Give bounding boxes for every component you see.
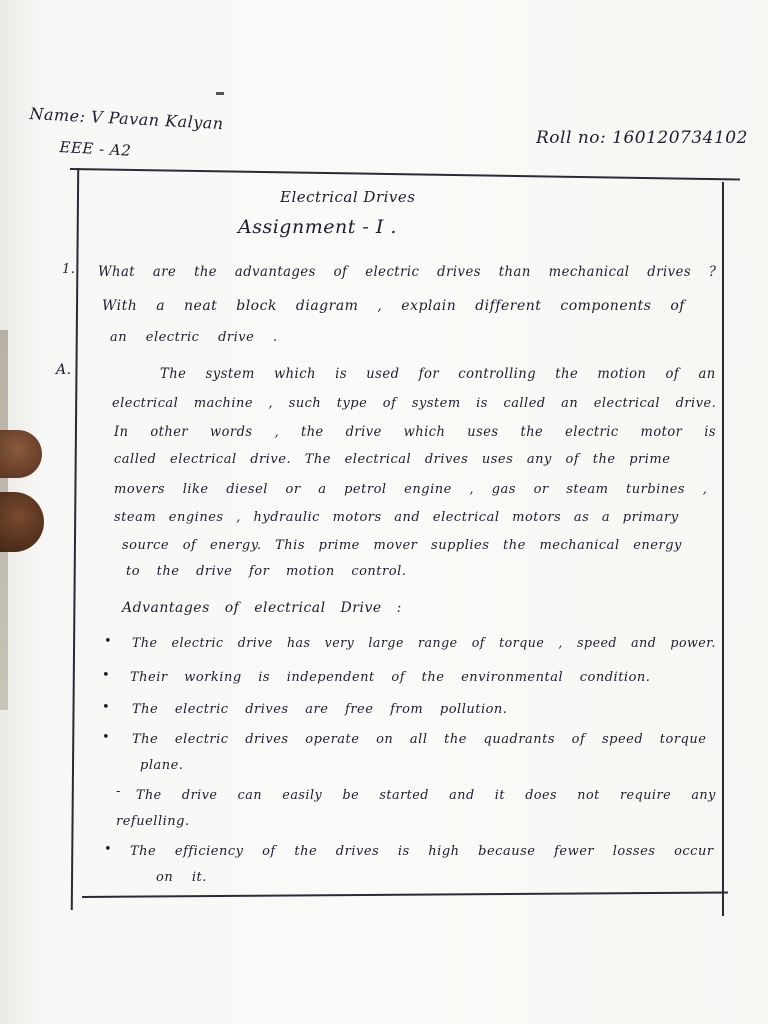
advantage-1: The electric drive has very large range of torque , speed and power. bbox=[132, 636, 716, 651]
bullet-3: • bbox=[102, 700, 110, 715]
advantages-heading: Advantages of electrical Drive : bbox=[122, 600, 402, 616]
advantage-6: The efficiency of the drives is high because fewer losses occur bbox=[130, 844, 714, 859]
answer-line-4: called electrical drive. The electrical drives uses any of the prime bbox=[114, 452, 671, 467]
advantage-3: The electric drives are free from pollution. bbox=[132, 702, 508, 717]
answer-line-6: steam engines , hydraulic motors and electrical motors as a primary bbox=[114, 510, 679, 525]
question-line-3: an electric drive . bbox=[110, 330, 278, 345]
advantage-4: The electric drives operate on all the quadrants of speed torque bbox=[132, 732, 707, 747]
roll-number: Roll no: 160120734102 bbox=[536, 128, 748, 148]
left-margin-line bbox=[71, 168, 79, 910]
student-name: Name: V Pavan Kalyan bbox=[29, 104, 225, 134]
bullet-2: • bbox=[102, 668, 110, 683]
question-line-2: With a neat block diagram , explain different components of bbox=[102, 298, 685, 314]
holding-finger-top bbox=[0, 430, 42, 478]
question-number: 1. bbox=[62, 262, 76, 277]
student-section: EEE - A2 bbox=[59, 138, 132, 160]
answer-line-1: The system which is used for controlling the motion of an bbox=[160, 366, 716, 382]
bullet-6: • bbox=[104, 842, 112, 857]
question-line-1: What are the advantages of electric drives than mechanical drives ? bbox=[98, 264, 717, 280]
answer-line-7: source of energy. This prime mover supplies the mechanical energy bbox=[122, 538, 682, 553]
top-rule-line bbox=[70, 168, 740, 181]
answer-line-5: movers like diesel or a petrol engine , gas or steam turbines , bbox=[114, 482, 708, 497]
advantage-4-cont: plane. bbox=[140, 758, 184, 773]
bullet-1: • bbox=[104, 634, 112, 649]
advantage-5-cont: refuelling. bbox=[116, 814, 190, 829]
answer-line-8: to the drive for motion control. bbox=[126, 564, 407, 579]
answer-line-3: In other words , the drive which uses the electric motor is bbox=[114, 424, 717, 440]
advantage-5: The drive can easily be started and it does not require any bbox=[136, 788, 716, 803]
ink-smudge bbox=[216, 92, 224, 95]
right-margin-line bbox=[722, 182, 724, 916]
bottom-rule-line bbox=[82, 891, 728, 898]
advantage-6-cont: on it. bbox=[156, 870, 207, 885]
holding-finger-bottom bbox=[0, 492, 44, 552]
assignment-title: Assignment - I . bbox=[238, 216, 397, 238]
answer-label: A. bbox=[56, 362, 72, 378]
bullet-5: - bbox=[116, 784, 121, 799]
subject-title: Electrical Drives bbox=[280, 188, 416, 206]
answer-line-2: electrical machine , such type of system is called an electrical drive. bbox=[112, 396, 717, 411]
advantage-2: Their working is independent of the environmental condition. bbox=[130, 670, 651, 685]
bullet-4: • bbox=[102, 730, 110, 745]
